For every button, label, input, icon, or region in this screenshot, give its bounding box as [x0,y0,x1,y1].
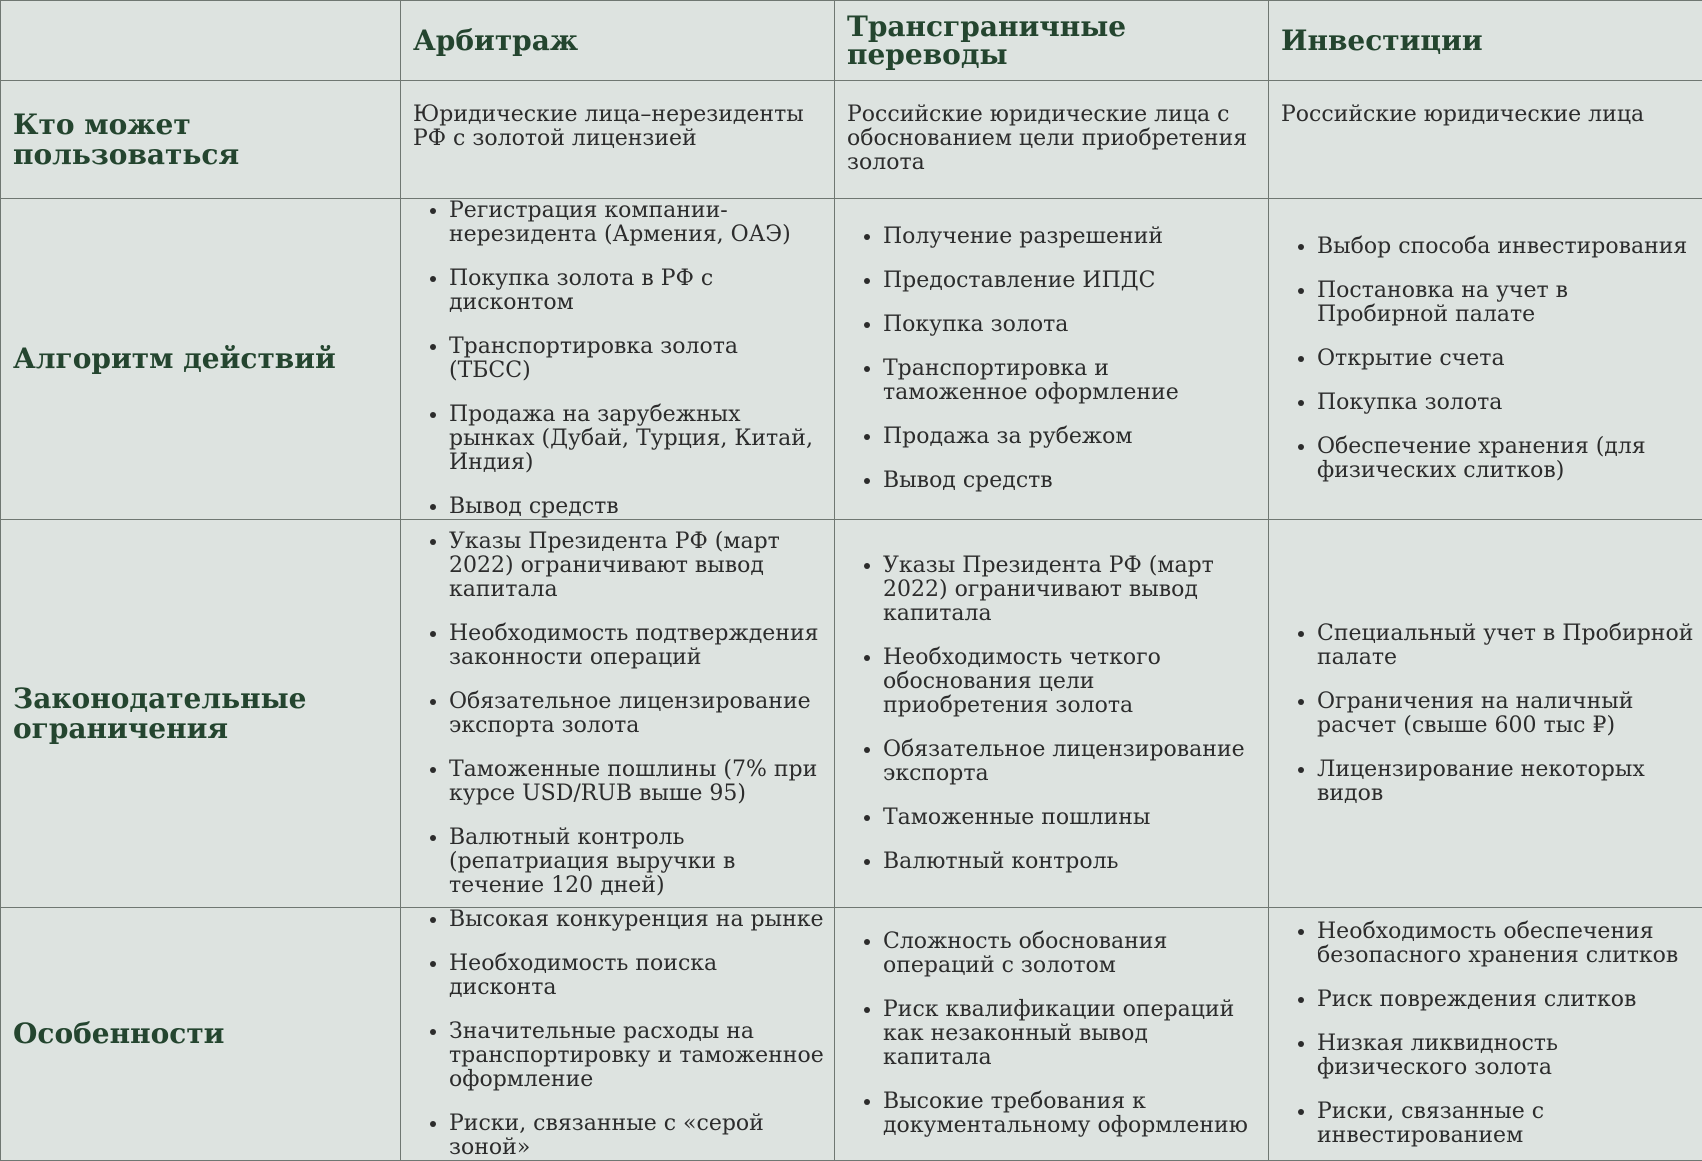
cell-list [835,199,1269,520]
list-item: • Необходимость поиска дисконта [449,952,826,1000]
column-header-crossborder: Трансграничные переводы [835,1,1269,81]
list-item: • Покупка золота [1317,391,1694,415]
list-item: • Постановка на учет в Пробирной палате [1317,279,1694,327]
list-item: • Валютный контроль (репатриация выручки в течение 120 дней) [449,826,826,898]
list-item: • Получение разрешений [883,225,1260,249]
list-item: • Вывод средств [883,469,1260,493]
list-item: • Валютный контроль [883,850,1260,874]
row-label: Особенности [1,908,401,1161]
list-item: • Таможенные пошлины (7% при курсе USD/RUB выше 95) [449,758,826,806]
bullet-list [401,530,834,898]
list-item: • Покупка золота [883,313,1260,337]
row-label: Законодательные ограничения [1,520,401,908]
list-item: • Обязательное лицензирование экспорта золота [449,690,826,738]
cell-list [1269,908,1702,1161]
list-item: • Риски, связанные с инвестированием [1317,1100,1694,1148]
row-algorithm [1,199,1702,520]
column-header-arbitrage: Арбитраж [401,1,835,81]
row-features [1,908,1702,1161]
list-item: • Риск повреждения слитков [1317,988,1694,1012]
list-item: • Специальный учет в Пробирной палате [1317,622,1694,670]
bullet-list [401,908,834,1160]
list-item: • Предоставление ИПДС [883,269,1260,293]
cell-list [1269,199,1702,520]
cell-list [835,908,1269,1161]
bullet-list [835,225,1268,493]
cell-list [401,520,835,908]
list-item: • Значительные расходы на транспортировку и таможенное оформление [449,1020,826,1092]
list-item: • Необходимость четкого обоснования цели приобретения золота [883,646,1260,718]
list-item: • Указы Президента РФ (март 2022) ограничивают вывод капитала [449,530,826,602]
bullet-list [401,199,834,519]
cell-list [401,199,835,520]
list-item: • Продажа за рубежом [883,425,1260,449]
cell-text: Российские юридические лица с обоснованием цели приобретения золота [835,81,1269,199]
list-item: • Вывод средств [449,495,826,519]
list-item: • Открытие счета [1317,347,1694,371]
list-item: • Необходимость подтверждения законности операций [449,622,826,670]
list-item: • Низкая ликвидность физического золота [1317,1032,1694,1080]
cell-list [401,908,835,1161]
cell-list [1269,520,1702,908]
list-item: • Необходимость обеспечения безопасного хранения слитков [1317,920,1694,968]
list-item: • Регистрация компании-нерезидента (Армения, ОАЭ) [449,199,826,247]
list-item: • Покупка золота в РФ с дисконтом [449,267,826,315]
list-item: • Ограничения на наличный расчет (свыше 600 тыс ₽) [1317,690,1694,738]
bullet-list [1269,920,1702,1148]
list-item: • Лицензирование некоторых видов [1317,758,1694,806]
bullet-list [835,930,1268,1138]
list-item: • Указы Президента РФ (март 2022) ограничивают вывод капитала [883,554,1260,626]
cell-text: Российские юридические лица [1269,81,1702,199]
list-item: • Сложность обоснования операций с золотом [883,930,1260,978]
bullet-list [1269,235,1702,483]
row-label: Алгоритм действий [1,199,401,520]
list-item: • Обеспечение хранения (для физических слитков) [1317,435,1694,483]
row-legal-restrictions [1,520,1702,908]
cell-text: Юридические лица–нерезиденты РФ с золотой лицензией [401,81,835,199]
header-row [1,1,1702,81]
list-item: • Транспортировка и таможенное оформление [883,357,1260,405]
row-who-can-use [1,81,1702,199]
row-label: Кто может пользоваться [1,81,401,199]
list-item: • Таможенные пошлины [883,806,1260,830]
list-item: • Транспортировка золота (ТБСС) [449,335,826,383]
list-item: • Риск квалификации операций как незаконный вывод капитала [883,998,1260,1070]
corner-cell [1,1,401,81]
bullet-list [835,554,1268,874]
bullet-list [1269,622,1702,806]
list-item: • Высокие требования к документальному оформлению [883,1090,1260,1138]
list-item: • Обязательное лицензирование экспорта [883,738,1260,786]
list-item: • Выбор способа инвестирования [1317,235,1694,259]
list-item: • Высокая конкуренция на рынке [449,908,826,932]
list-item: • Продажа на зарубежных рынках (Дубай, Турция, Китай, Индия) [449,403,826,475]
list-item: • Риски, связанные с «серой зоной» [449,1112,826,1160]
column-header-investments: Инвестиции [1269,1,1702,81]
cell-list [835,520,1269,908]
